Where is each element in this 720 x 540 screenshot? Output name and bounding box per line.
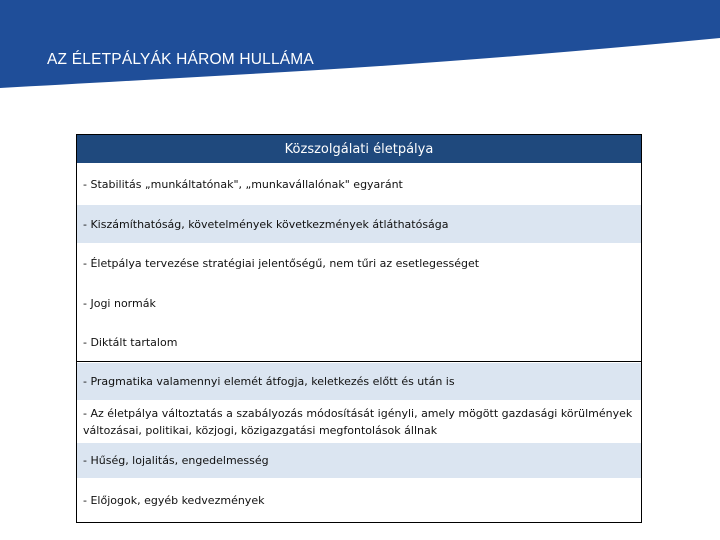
table-row: - Az életpálya változtatás a szabályozás módosítását igényli, amely mögött gazdasági körülmények változásai, politikai, közjogi, közigazgatási megfontolások állnak bbox=[77, 400, 641, 442]
title-banner bbox=[0, 0, 720, 90]
table-row: - Életpálya tervezése stratégiai jelentőségű, nem tűri az esetlegességet bbox=[77, 243, 641, 283]
table-row: - Stabilitás „munkáltatónak", „munkavállalónak" egyaránt bbox=[77, 164, 641, 204]
banner-shape bbox=[0, 0, 720, 90]
table-row: - Hűség, lojalitás, engedelmesség bbox=[77, 442, 641, 478]
table-header: Közszolgálati életpálya bbox=[77, 135, 641, 164]
table-row: - Előjogok, egyéb kedvezmények bbox=[77, 478, 641, 522]
slide-title: AZ ÉLETPÁLYÁK HÁROM HULLÁMA bbox=[47, 51, 314, 68]
table-row: - Kiszámíthatóság, követelmények következmények átláthatósága bbox=[77, 204, 641, 243]
table-row: - Pragmatika valamennyi elemét átfogja, keletkezés előtt és után is bbox=[77, 362, 641, 400]
table-row: - Jogi normák bbox=[77, 283, 641, 322]
table-row: - Diktált tartalom bbox=[77, 322, 641, 362]
career-table bbox=[76, 134, 642, 523]
